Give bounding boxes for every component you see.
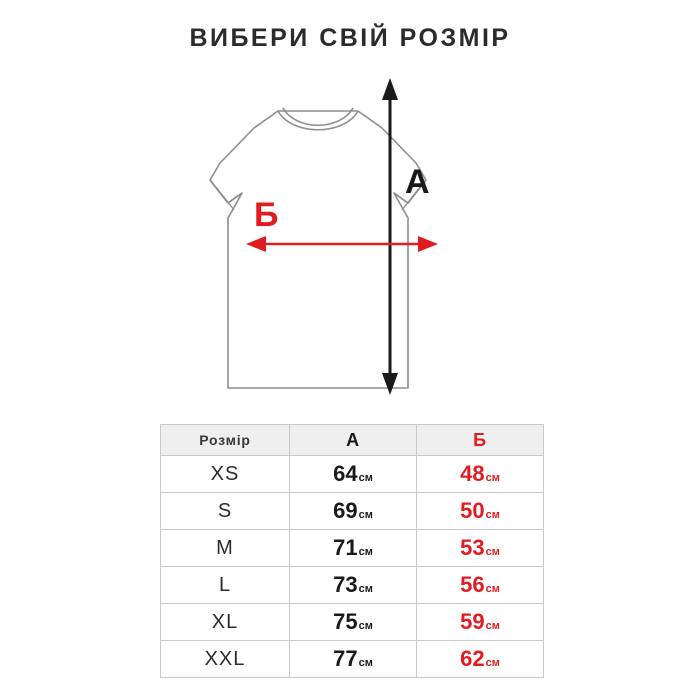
unit-label: см (358, 546, 373, 558)
unit-label: см (358, 583, 373, 595)
cell-b-value: 50 (460, 498, 485, 523)
unit-label: см (358, 509, 373, 521)
cell-size: XL (161, 604, 290, 641)
unit-label: см (485, 657, 500, 669)
unit-label: см (485, 583, 500, 595)
cell-b (417, 530, 544, 567)
unit-label: см (358, 620, 373, 632)
header-a: А (290, 425, 417, 456)
table-row (161, 530, 544, 567)
page-title: ВИБЕРИ СВІЙ РОЗМІР (189, 24, 511, 52)
table-row (161, 493, 544, 530)
cell-a (290, 567, 417, 604)
cell-b-value: 56 (460, 572, 485, 597)
cell-b-value: 48 (460, 461, 485, 486)
size-table (160, 424, 544, 678)
unit-label: см (485, 546, 500, 558)
width-arrow (246, 236, 438, 252)
cell-b-value: 59 (460, 609, 485, 634)
size-diagram (150, 58, 550, 403)
size-table-wrapper (160, 424, 540, 678)
table-row (161, 456, 544, 493)
table-row (161, 641, 544, 678)
tshirt-icon (150, 58, 550, 403)
table-header-row (161, 425, 544, 456)
cell-b (417, 604, 544, 641)
cell-b-value: 53 (460, 535, 485, 560)
table-row (161, 604, 544, 641)
cell-size: XXL (161, 641, 290, 678)
unit-label: см (485, 472, 500, 484)
cell-a-value: 75 (333, 609, 358, 634)
cell-a (290, 456, 417, 493)
cell-b-value: 62 (460, 646, 485, 671)
cell-b (417, 641, 544, 678)
cell-a (290, 530, 417, 567)
header-size: Розмір (161, 425, 290, 456)
table-row (161, 567, 544, 604)
cell-a (290, 641, 417, 678)
cell-a-value: 69 (333, 498, 358, 523)
cell-a (290, 493, 417, 530)
cell-a-value: 77 (333, 646, 358, 671)
cell-a-value: 71 (333, 535, 358, 560)
cell-b (417, 493, 544, 530)
unit-label: см (485, 620, 500, 632)
cell-b (417, 567, 544, 604)
width-label: Б (254, 196, 279, 234)
cell-size: XS (161, 456, 290, 493)
cell-a (290, 604, 417, 641)
cell-size: M (161, 530, 290, 567)
unit-label: см (358, 472, 373, 484)
height-label: А (405, 163, 430, 201)
cell-a-value: 64 (333, 461, 358, 486)
unit-label: см (358, 657, 373, 669)
height-arrow (382, 78, 398, 395)
cell-size: L (161, 567, 290, 604)
cell-b (417, 456, 544, 493)
unit-label: см (485, 509, 500, 521)
header-b: Б (417, 425, 544, 456)
cell-a-value: 73 (333, 572, 358, 597)
cell-size: S (161, 493, 290, 530)
